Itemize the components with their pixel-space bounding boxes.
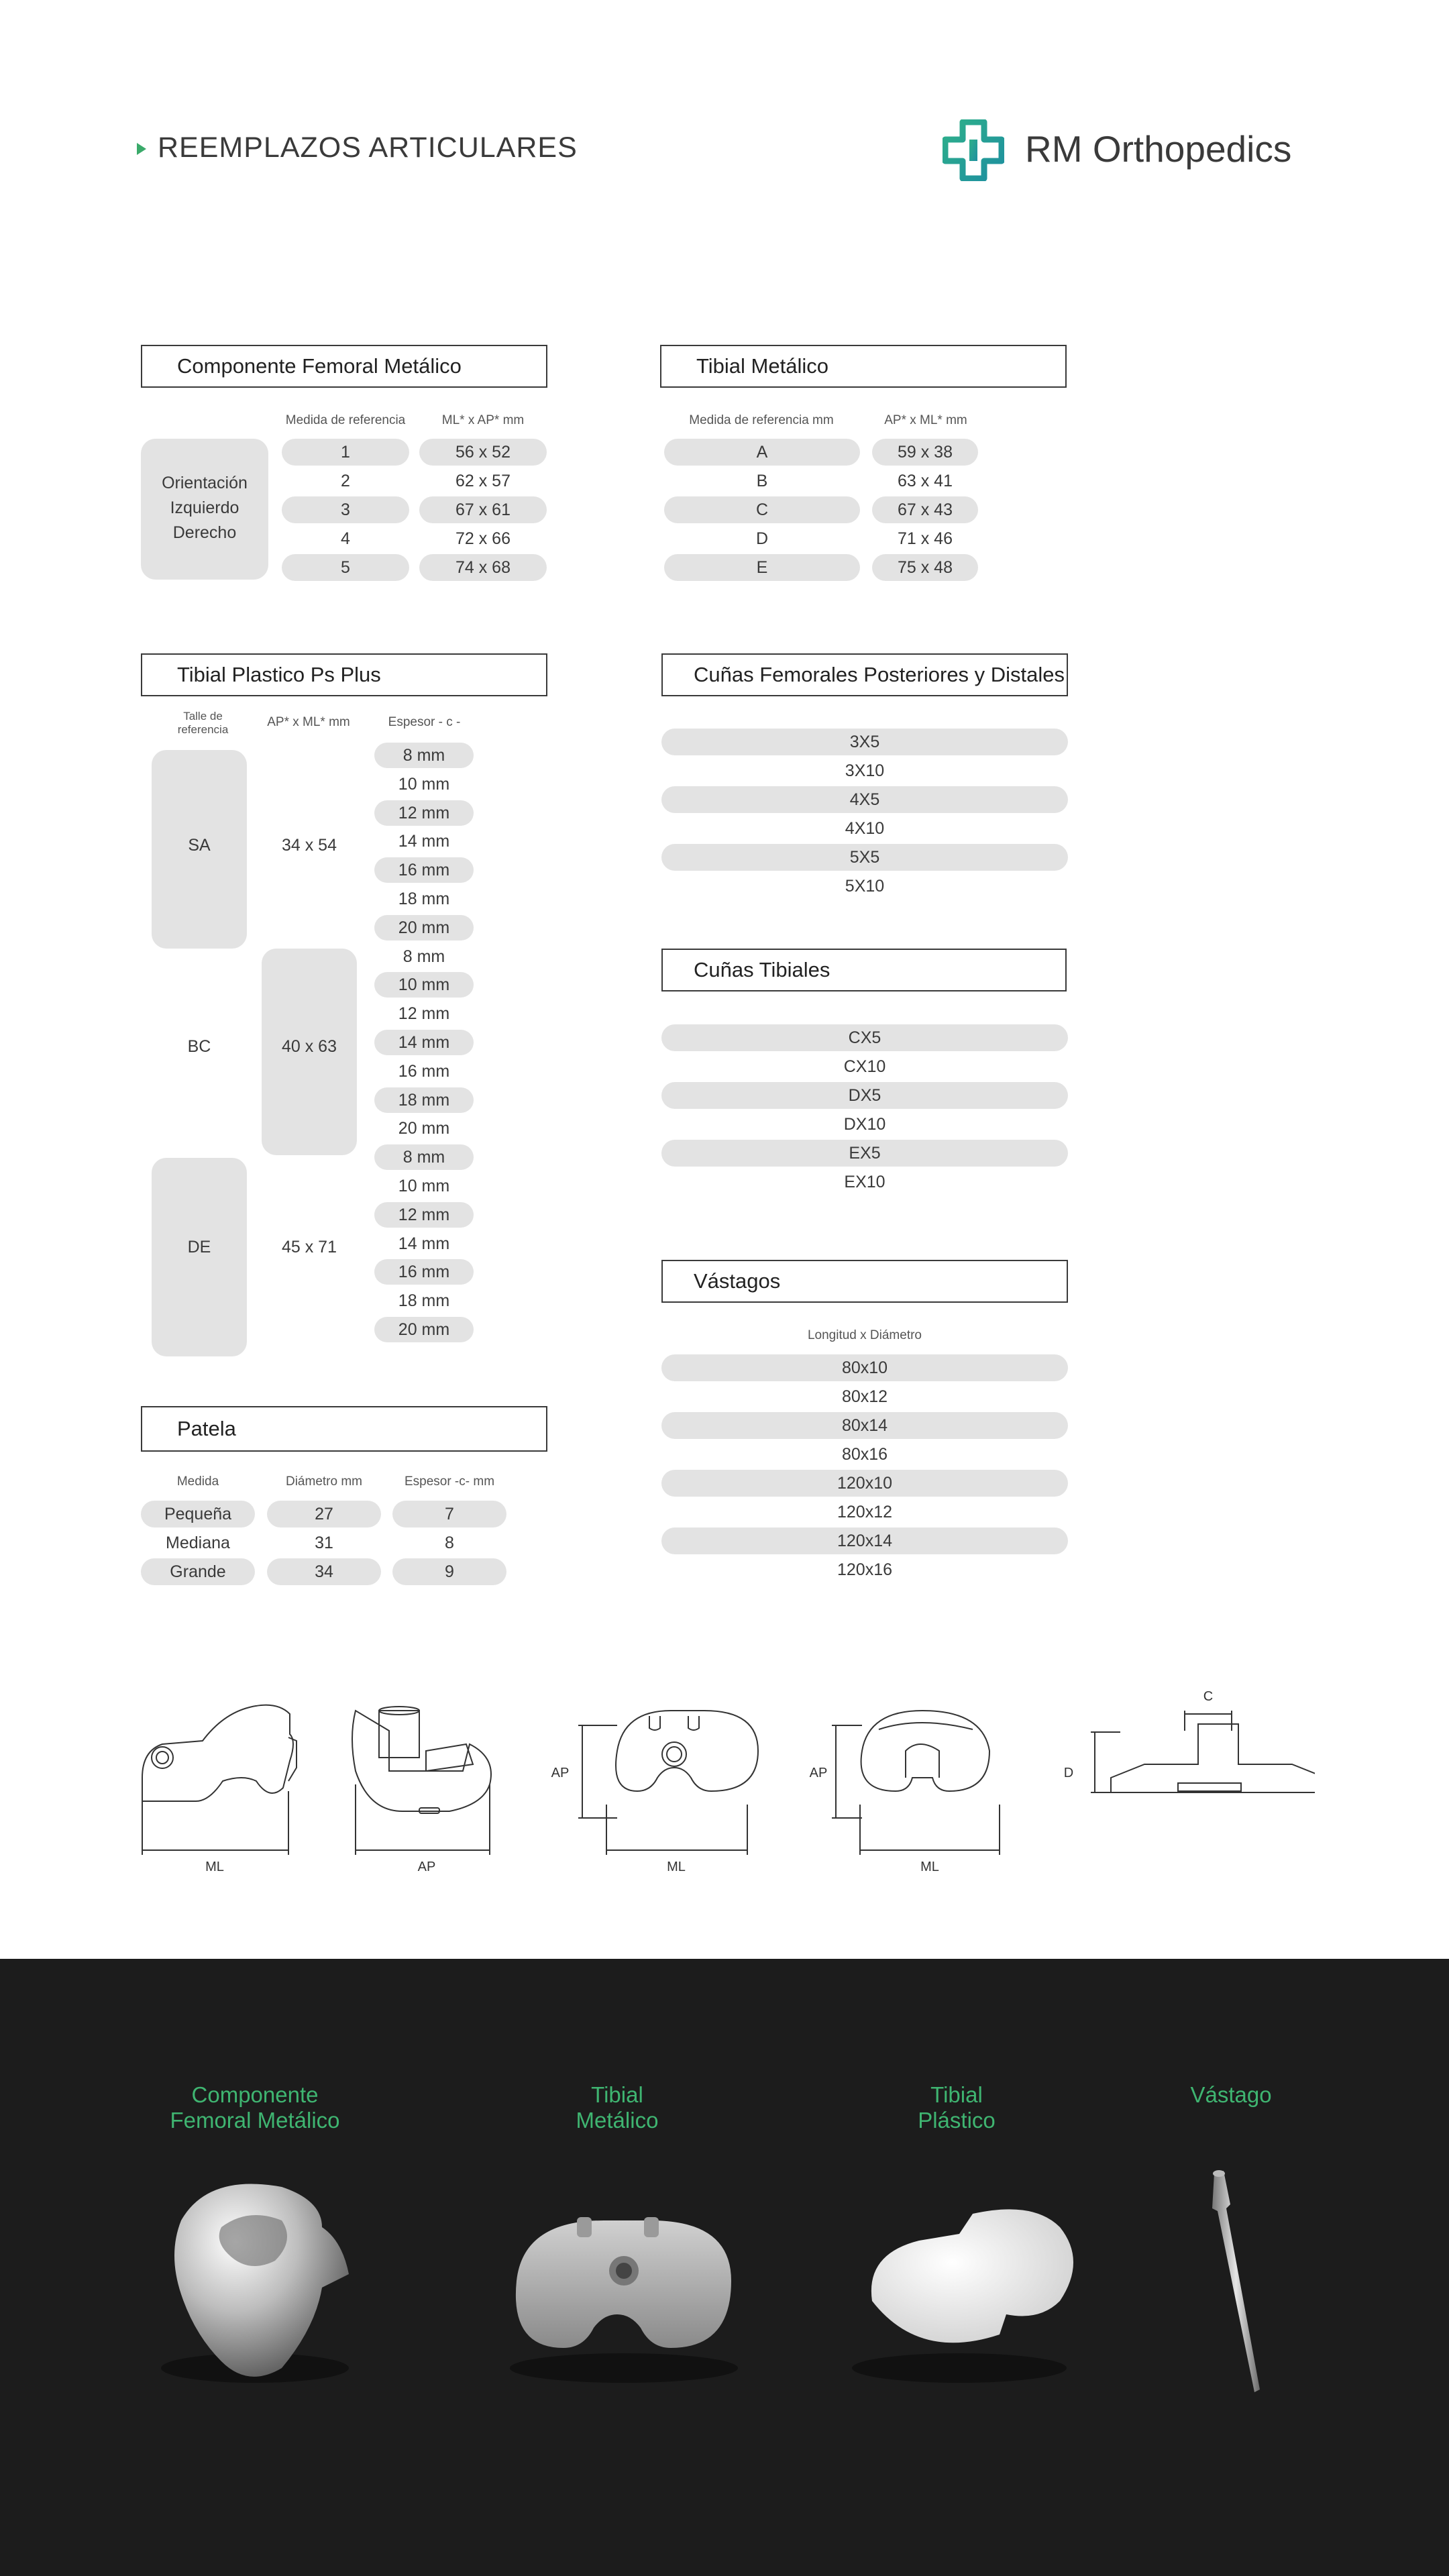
thickness-cell: 12 mm (398, 1205, 450, 1224)
patela-col1-header: Medida (176, 1474, 219, 1489)
femoral-col2-header: ML* x AP* mm (441, 413, 525, 427)
thickness-cell: 10 mm (398, 774, 450, 794)
tibial-plastic-col1-header: Talle de referencia (177, 710, 229, 736)
bullet-triangle-icon (137, 143, 146, 155)
tibial-metal-top-diagram (578, 1711, 758, 1855)
size-label-de: DE (187, 1238, 211, 1256)
tibial-metal-col1-header: Medida de referencia mm (689, 413, 834, 427)
tibial-metal-dims-cell: 75 x 48 (897, 558, 953, 577)
tibial-plastic-title-box (141, 653, 547, 696)
diagram3-ml-label: ML (667, 1860, 686, 1874)
vastagos-title: Vástagos (694, 1269, 781, 1293)
product-title-femoral: Componente Femoral Metálico (170, 2082, 340, 2133)
tibial-plastic-col3-header: Espesor - c - (388, 715, 461, 729)
stem-side-diagram (1091, 1711, 1315, 1792)
diagram1-ml-label: ML (205, 1860, 224, 1874)
thickness-cell: 20 mm (398, 1320, 450, 1339)
thickness-cell: 12 mm (398, 803, 450, 822)
femoral-title-box (141, 345, 547, 388)
femoral-size-cell: 1 (341, 443, 350, 462)
femoral-dims-cell: 74 x 68 (455, 558, 511, 577)
section-title: REEMPLAZOS ARTICULARES (158, 131, 578, 164)
dims-label-sa: 34 x 54 (281, 836, 337, 855)
patela-cell: Grande (170, 1562, 226, 1581)
femoral-component-photo (161, 2184, 349, 2383)
cunas-tibiales-title-box (661, 949, 1067, 991)
cuna-femoral-cell: 4X5 (849, 790, 880, 809)
diagram4-ap-label: AP (809, 1766, 828, 1780)
vastago-cell: 120x12 (837, 1503, 893, 1521)
cuna-tibial-cell: CX5 (848, 1028, 881, 1047)
thickness-cell: 14 mm (398, 1234, 450, 1253)
vastagos-title-box (661, 1260, 1068, 1303)
thickness-cell: 8 mm (402, 947, 445, 966)
thickness-cell: 16 mm (398, 861, 450, 880)
femoral-size-cell: 3 (341, 500, 350, 519)
cuna-tibial-cell: DX10 (843, 1115, 886, 1134)
diagram2-ap-label: AP (417, 1860, 436, 1874)
size-label-sa: SA (188, 836, 211, 855)
thickness-cell: 12 mm (398, 1004, 450, 1024)
diagram3-ap-label: AP (551, 1766, 570, 1780)
orientation-right: Derecho (172, 523, 237, 542)
patela-title-box (141, 1406, 547, 1452)
vastago-cell: 120x14 (837, 1532, 893, 1550)
thickness-cell: 16 mm (398, 1061, 450, 1081)
product-title-tibial-plastic: Tibial Plástico (918, 2082, 996, 2133)
femoral-size-cell: 5 (341, 558, 350, 577)
femoral-dims-cell: 67 x 61 (455, 500, 511, 519)
tibial-metal-title: Tibial Metálico (696, 354, 828, 378)
orientation-left: Izquierdo (170, 498, 239, 517)
tibial-metal-dims-cell: 71 x 46 (897, 529, 953, 548)
vastago-cell: 80x14 (841, 1416, 888, 1435)
vastagos-col-header: Longitud x Diámetro (807, 1328, 922, 1342)
vastago-cell: 120x16 (837, 1560, 893, 1579)
thickness-cell: 20 mm (398, 1119, 450, 1138)
femoral-col1-header: Medida de referencia (285, 413, 406, 427)
technical-diagrams (134, 1690, 1315, 1892)
tibial-plastic-title: Tibial Plastico Ps Plus (177, 663, 381, 686)
tibial-plastic-top-diagram (832, 1711, 1000, 1855)
cunas-tibiales-title: Cuñas Tibiales (694, 958, 830, 981)
femoral-dims-cell: 56 x 52 (455, 443, 511, 462)
vastago-cell: 80x16 (841, 1445, 888, 1464)
patela-title: Patela (177, 1417, 236, 1440)
tibial-metal-col2-header: AP* x ML* mm (884, 413, 967, 427)
femoral-size-cell: 4 (341, 529, 350, 548)
cuna-femoral-cell: 5X10 (845, 877, 885, 896)
diagram4-ml-label: ML (920, 1860, 939, 1874)
diagram5-c-label: C (1203, 1689, 1214, 1704)
thickness-cell: 20 mm (398, 918, 450, 937)
product-photos (0, 2147, 1449, 2428)
thickness-cell: 14 mm (398, 1033, 450, 1052)
patela-cell: 31 (315, 1534, 333, 1552)
femoral-dims-cell: 62 x 57 (455, 472, 511, 490)
brand-cross-logo-icon (943, 119, 1004, 181)
cuna-femoral-cell: 4X10 (845, 819, 885, 838)
tibial-metal-size-cell: A (756, 443, 768, 462)
patela-cell: Pequeña (164, 1505, 232, 1523)
vastago-cell: 120x10 (837, 1474, 893, 1493)
thickness-cell: 18 mm (398, 1291, 450, 1311)
thickness-cell: 10 mm (398, 1177, 450, 1195)
cunas-femorales-title-box (661, 653, 1068, 696)
tibial-metal-dims-cell: 63 x 41 (897, 472, 953, 490)
tibial-metal-title-box (660, 345, 1067, 388)
cuna-tibial-cell: CX10 (843, 1057, 886, 1076)
cuna-tibial-cell: EX5 (849, 1144, 881, 1163)
femoral-dims-cell: 72 x 66 (455, 529, 511, 548)
orientation-text: Orientación (162, 474, 248, 492)
tibial-metal-dims-cell: 59 x 38 (897, 443, 953, 462)
patela-cell: 8 (445, 1534, 454, 1552)
tibial-metal-size-cell: D (755, 529, 769, 548)
tibial-plastic-col2-header: AP* x ML* mm (267, 715, 350, 729)
patela-cell: 27 (315, 1505, 333, 1523)
thickness-cell: 8 mm (402, 746, 445, 765)
cuna-tibial-cell: DX5 (848, 1086, 881, 1105)
cuna-femoral-cell: 3X10 (845, 761, 885, 780)
thickness-cell: 18 mm (398, 1090, 450, 1110)
vastago-cell: 80x10 (841, 1358, 888, 1377)
tibial-metal-dims-cell: 67 x 43 (897, 500, 953, 519)
size-block-de (152, 1158, 247, 1356)
dims-label-bc: 40 x 63 (281, 1037, 337, 1056)
patela-cell: 9 (445, 1562, 454, 1581)
cunas-femorales-title: Cuñas Femorales Posteriores y Distales (694, 663, 1065, 686)
size-label-bc: BC (187, 1037, 211, 1056)
tibial-plastic-photo (852, 2209, 1073, 2383)
patela-col3-header: Espesor -c- mm (404, 1474, 495, 1489)
femoral-size-cell: 2 (341, 472, 350, 490)
thickness-cell: 8 mm (402, 1148, 445, 1167)
tibial-plastic-side-diagram (352, 1707, 491, 1855)
dims-label-de: 45 x 71 (281, 1238, 337, 1256)
thickness-cell: 10 mm (398, 975, 450, 995)
cuna-femoral-cell: 3X5 (849, 733, 880, 751)
tibial-metal-size-cell: B (756, 472, 768, 490)
stem-photo (1212, 2170, 1260, 2392)
cuna-femoral-cell: 5X5 (849, 848, 880, 867)
patela-col2-header: Diámetro mm (285, 1474, 362, 1489)
thickness-cell: 14 mm (398, 832, 450, 851)
patela-cell: Mediana (166, 1534, 230, 1552)
vastago-cell: 80x12 (841, 1387, 888, 1406)
femoral-diagram (142, 1705, 297, 1855)
patela-cell: 34 (315, 1562, 333, 1581)
product-title-stem: Vástago (1190, 2082, 1272, 2107)
tibial-metal-size-cell: C (755, 500, 769, 519)
tibial-metal-size-cell: E (756, 558, 768, 577)
product-title-tibial-metal: Tibial Metálico (576, 2082, 659, 2133)
orientation-label (141, 471, 268, 545)
patela-cell: 7 (445, 1505, 454, 1523)
tibial-metal-photo (510, 2217, 738, 2383)
brand-name: RM Orthopedics (1025, 128, 1292, 170)
femoral-title: Componente Femoral Metálico (177, 354, 462, 378)
diagram5-d-label: D (1063, 1766, 1074, 1780)
thickness-cell: 16 mm (398, 1263, 450, 1282)
cuna-tibial-cell: EX10 (844, 1173, 885, 1191)
thickness-cell: 18 mm (398, 890, 450, 908)
